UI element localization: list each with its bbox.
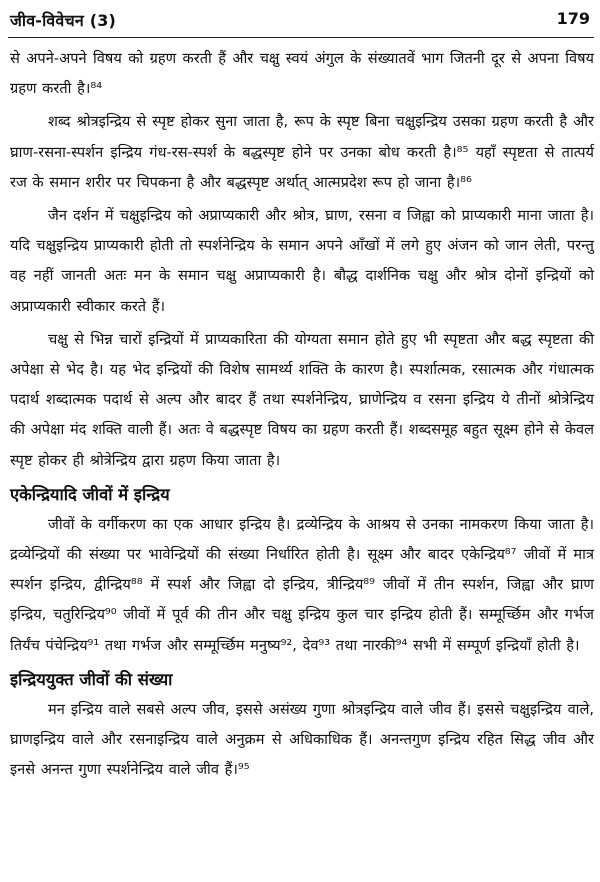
page-content [10,44,594,788]
section-heading-senses-in-beings: एकेन्द्रियादि जीवों में इन्द्रिय [10,484,170,504]
section-heading-count-of-beings: इन्द्रिययुक्त जीवों की संख्या [10,669,173,689]
page-header [8,3,594,38]
page-number: 179 [556,9,590,28]
book-page [8,0,594,882]
paragraph-classification: जीवों के वर्गीकरण का एक आधार इन्द्रिय है। द्रव्येन्द्रिय के आश्रय से उनका नामकरण किया जाता है। द्रव्येन्द्रियों की संख्या पर भावेन्द्रियों की संख्या निर्धारित होती है। सूक्ष्म और बादर एकेन्द्रिय⁸⁷ जीवों में मात्र स्पर्शन इन्द्रिय, द्वीन्द्रिय⁸⁸ में स्पर्श और जिह्वा दो इन्द्रिय, त्रीन्द्रिय⁸⁹ जीवों में तीन स्पर्शन, जिह्वा और घ्राण इन्द्रिय, चतुरिन्द्रिय⁹⁰ जीवों में पूर्व की तीन और चक्षु इन्द्रिय कुल चार इन्द्रिय होती हैं। सम्मूर्च्छिम और गर्भज तिर्यंच पंचेन्द्रिय⁹¹ तथा गर्भज और सम्मूर्च्छिम मनुष्य⁹², देव⁹³ तथा नारकी⁹⁴ सभी में सम्पूर्ण इन्द्रियाँ होती है। [10,515,594,654]
paragraph-continuation: से अपने-अपने विषय को ग्रहण करती हैं और चक्षु स्वयं अंगुल के संख्यातवें भाग जितनी दूर से अपना विषय ग्रहण करती है।⁸⁴ [10,50,594,98]
chapter-title: जीव-विवेचन (3) [10,11,117,30]
paragraph-sound-sense: शब्द श्रोत्रइन्द्रिय से स्पृष्ट होकर सुना जाता है, रूप के स्पृष्ट बिना चक्षुइन्द्रिय उसका ग्रहण करती है और घ्राण-रसना-स्पर्शन इन्द्रिय गंध-रस-स्पर्श के बद्धस्पृष्ट होने पर उनका बोध करती है।⁸⁵ यहाँ स्पृष्टता से तात्पर्य रज के समान शरीर पर चिपकना है और बद्धस्पृष्ट अर्थात् आत्मप्रदेश रूप हो जाना है।⁸⁶ [10,113,594,191]
paragraph-contact-senses: चक्षु से भिन्न चारों इन्द्रियों में प्राप्यकारिता की योग्यता समान होते हुए भी स्पृष्टता और बद्ध स्पृष्टता की अपेक्षा से भेद है। यह भेद इन्द्रियों की विशेष सामर्थ्य शक्ति के कारण है। स्पर्शात्मक, रसात्मक और गंधात्मक पदार्थ शब्दात्मक पदार्थ से अल्प और बादर हैं तथा स्पर्शनेन्द्रिय, घ्राणेन्द्रिय व रसना इन्द्रिय ये तीनों श्रोत्रेन्द्रिय की अपेक्षा मंद शक्ति वाली हैं। अतः वे बद्धस्पृष्ट विषय का ग्रहण करती हैं। शब्दसमूह बहुत सूक्ष्म होने से केवल स्पृष्ट होकर ही श्रोत्रेन्द्रिय द्वारा ग्रहण किया जाता है। [10,330,594,469]
paragraph-jain-view: जैन दर्शन में चक्षुइन्द्रिय को अप्राप्यकारी और श्रोत्र, घ्राण, रसना व जिह्वा को प्राप्यकारी माना जाता है। यदि चक्षुइन्द्रिय प्राप्यकारी होती तो स्पर्शनेन्द्रिय के समान अपने आँखों में लगे हुए अंजन को जान लेती, परन्तु वह नहीं जानती अतः मन के समान चक्षु अप्राप्यकारी है। बौद्ध दार्शनिक चक्षु और श्रोत्र दोनों इन्द्रियों को अप्राप्यकारी स्वीकार करते हैं। [10,207,594,315]
paragraph-count: मन इन्द्रिय वाले सबसे अल्प जीव, इससे असंख्य गुणा श्रोत्रइन्द्रिय वाले जीव हैं। इससे चक्षुइन्द्रिय वाले, घ्राणइन्द्रिय वाले और रसनाइन्द्रिय वाले अनुक्रम से अधिकाधिक हैं। अनन्तगुण इन्द्रिय रहित सिद्ध जीव और इनसे अनन्त गुणा स्पर्शनेन्द्रिय वाले जीव हैं।⁹⁵ [10,700,594,779]
